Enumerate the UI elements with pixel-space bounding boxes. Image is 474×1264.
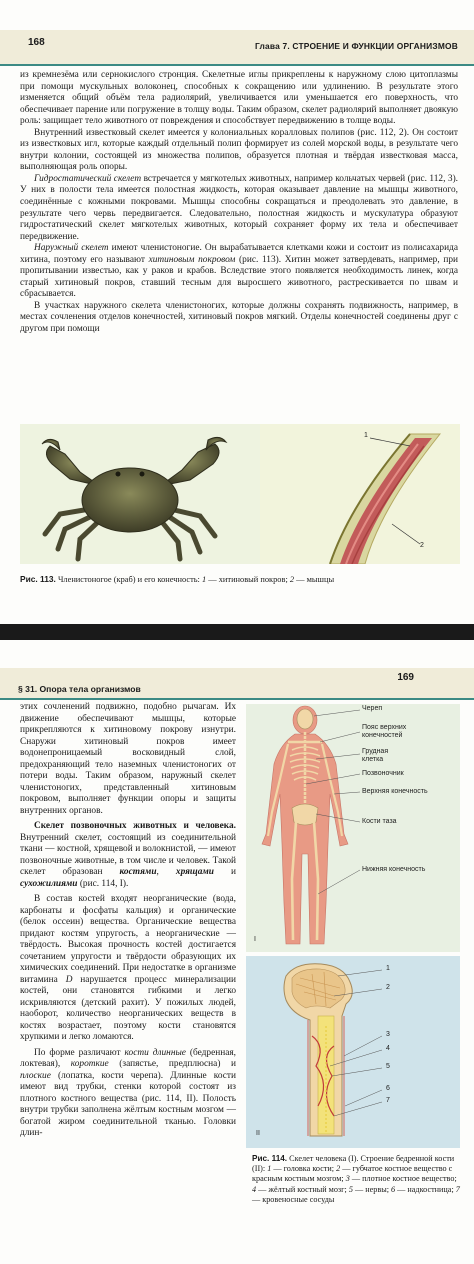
paragraph: В участках наружного скелета членистоногих, которые должны сохранять подвижность, например, в местах сочленения отделов конечностей, хитиновый покров мягкий. Отделы конечностей соединены друг с другом при помощи [20,300,458,335]
figure-113-caption [20,574,460,586]
caption-text: Членистоногое (краб) и его конечность: [55,575,202,584]
page-header [0,30,474,66]
label-pelvis: Кости таза [362,818,397,825]
paragraph [20,243,458,301]
page-169 [0,640,474,1264]
text-run: нарушается процесс минерализации костей, они становятся гибкими и легко искривляются (детский рахит). У пожилых людей, наоборот, количество неорганических веществ в костях возрастает, поэтому кости становятся хрупкими и легко ломаются. [20,974,236,1042]
caption-text: — жёлтый костный мозг; [256,1184,349,1194]
section-title: § 31. Опора тела организмов [18,684,141,694]
caption-item-number: 3 [345,1174,350,1184]
term: костями [119,867,157,877]
bone-label-7: 7 [386,1097,390,1104]
label-roman-1: I [254,936,256,943]
term: сухожилиями [20,878,78,889]
paragraph: Внутренний известковый скелет имеется у колониальных коралловых полипов (рис. 112, 2). Он состоит из известковых игл, которые каждый отдельный полип формирует из солей морской воды, в результате чего внутри колонии, состоящей из множества полипов, образуется плотная и твёрдая известковая масса, выполняющая роль опоры. [20,127,458,173]
caption-text: Скелет человека (I). Строение бедренной кости (II): [252,1154,455,1174]
term: Скелет позвоночных животных и человека. [34,821,236,831]
label-2: 2 [420,542,424,549]
caption-text: — мышцы [294,575,335,584]
text-run: (бедренная, локтевая), [20,1047,236,1069]
text-run: (лопатка, кости черепа). Длинные кости имеют вид трубки, стенки которой состоят из плотного костного вещества (рис. 114, II). Полость внутри трубки заполнена жёлтым костным мозгом — богатой жиром соединительной тканью. Головки длин- [20,1070,236,1138]
page-168 [0,0,474,624]
human-skeleton-illustration [250,704,360,952]
text-run: , [156,867,176,877]
figure-114-caption [252,1154,460,1205]
caption-item-number: 2 [289,575,295,584]
femur-illustration [246,956,460,1148]
label-roman-2: II [256,1130,260,1137]
chapter-title: Глава 7. СТРОЕНИЕ И ФУНКЦИИ ОРГАНИЗМОВ [254,41,458,51]
paragraph: этих сочленений подвижно, подобно рычагам. Их движение обеспечивают мышцы, которые прикрепляются к хитиновому покрову изнутри. Снаружи хитиновый покров имеет водонепроницаемый восковидный слой, предохраняющий тело наземных членистоногих от потери воды. Таким образом, наружный скелет членистоногих, представленный хитиновым покровом, выполняет функции опоры и защиты внутренних органов. [20,702,236,816]
body-text [20,702,236,1140]
paragraph [20,894,236,1044]
body-text [20,70,458,336]
term: хитиновым покровом [148,254,236,265]
label-leg: Нижняя конечность [362,866,426,873]
caption-item-number: 1 [267,1164,272,1174]
term: кости длинные [124,1047,186,1058]
term: Гидростатический скелет [34,173,142,184]
label-1: 1 [364,432,368,439]
text-run: Внутренний скелет, состоящий из соединительной ткани — костной, хрящевой и волокнистой, — имеют позвоночные животные, в том числе и человек. Такой скелет образован [20,832,236,877]
term: плоские [20,1070,51,1081]
bone-label-4: 4 [386,1045,390,1052]
caption-text: — плотное костное вещество; [349,1174,457,1184]
vitamin-letter: D [65,974,73,985]
label-chest: Грудная клетка [362,748,389,763]
bone-label-5: 5 [386,1063,390,1070]
caption-text: — нервы; [352,1184,392,1194]
text-run: и [213,867,237,877]
text-run: встречается у мягкотелых животных, например кольчатых червей (рис. 112, 3). У них в полости тела имеется полостная жидкость, которая оказывает давление на мышцы животного, соединённые с кожными покровами. Мышцы способны сокращаться и преодолевать это давление, в результате чего червь передвигается. Следовательно, полостная жидкость и мускулатура образуют гидростатический скелет мягкотелых животных, который сохраняет форму их тела и обеспечивает передвижение. [20,173,459,242]
page-number: 168 [28,37,45,48]
text-run: (рис. 113). Хитин может затвердевать, например, при пропитывании известью, как у раков и крабов. Вследствие этого появляется необходимость линек, когда старый хитиновый покров, ставший тесным для выросшего животного, растрескивается по швам и сбрасывается. [20,254,458,300]
caption-number: Рис. 114. [252,1154,288,1163]
paragraph: из кремнезёма или сернокислого стронция. Скелетные иглы прикреплены к наружному слою цитоплазмы при помощи мускульных волоконец, способных к сокращению или удлинению. В результате этого изменяется общий объём тела радиолярий, увеличивается или уменьшается его поверхность, что обеспечивает парение или погружение в толщу воды. Таким образом, скелет радиолярий выполняет двоякую роль: защищает тело животного от повреждения и способствует передвижению в толще воды. [20,70,458,127]
term: хрящами [175,867,214,877]
figure-114-femur [246,956,460,1148]
caption-item-number: 4 [252,1184,257,1194]
label-arm: Верхняя конечность [362,788,428,795]
caption-item-number: 5 [348,1184,353,1194]
text-run: (запястье, предплюсна) и [108,1059,237,1069]
figure-114-skeleton [246,704,460,952]
caption-text: — надкостница; [395,1184,456,1194]
bone-label-2: 2 [386,984,390,991]
crab-illustration [20,424,250,564]
limb-section [260,424,460,564]
caption-item-number: 2 [336,1164,341,1174]
caption-text: — головка кости; [271,1164,337,1174]
label-spine: Позвоночник [362,770,404,777]
caption-number: Рис. 113. [20,574,56,584]
caption-item-number: 6 [391,1184,396,1194]
paragraph [20,174,458,243]
caption-item-number: 1 [201,575,207,584]
figure-113 [20,424,460,564]
page-header [0,668,474,700]
bone-label-6: 6 [386,1085,390,1092]
label-girdle: Пояс верхних конечностей [362,724,407,739]
caption-item-number: 7 [455,1184,460,1194]
paragraph [20,821,236,890]
text-run: В состав костей входят неорганические (вода, карбонаты и фосфаты кальция) и органические (белок оссеин) вещества. Органические вещества придают костям упругость, а неорганические — твёрдость. Высокая прочность костей достигается сочетанием упругости и твёрдости образующих их химических соединений. При недостатке в организме витамина [20,894,236,985]
term: Наружный скелет [34,243,109,254]
paragraph [20,1048,236,1140]
text-run: (рис. 114, I). [77,878,129,889]
text-run: имеют членистоногие. Он вырабатывается клетками кожи и состоит из полисахарида хитина, поэтому его называют [20,243,458,265]
label-skull: Череп [362,705,383,712]
term: короткие [70,1059,109,1069]
caption-text: — губчатое костное вещество с красным костным мозгом; [252,1164,453,1184]
caption-text: — хитиновый покров; [206,575,290,584]
bone-label-1: 1 [386,965,390,972]
text-run: По форме различают [34,1047,125,1058]
limb-cross-section [260,424,460,564]
bone-label-3: 3 [386,1031,390,1038]
page-number: 169 [397,672,414,683]
caption-text: — кровеносные сосуды [252,1194,335,1204]
